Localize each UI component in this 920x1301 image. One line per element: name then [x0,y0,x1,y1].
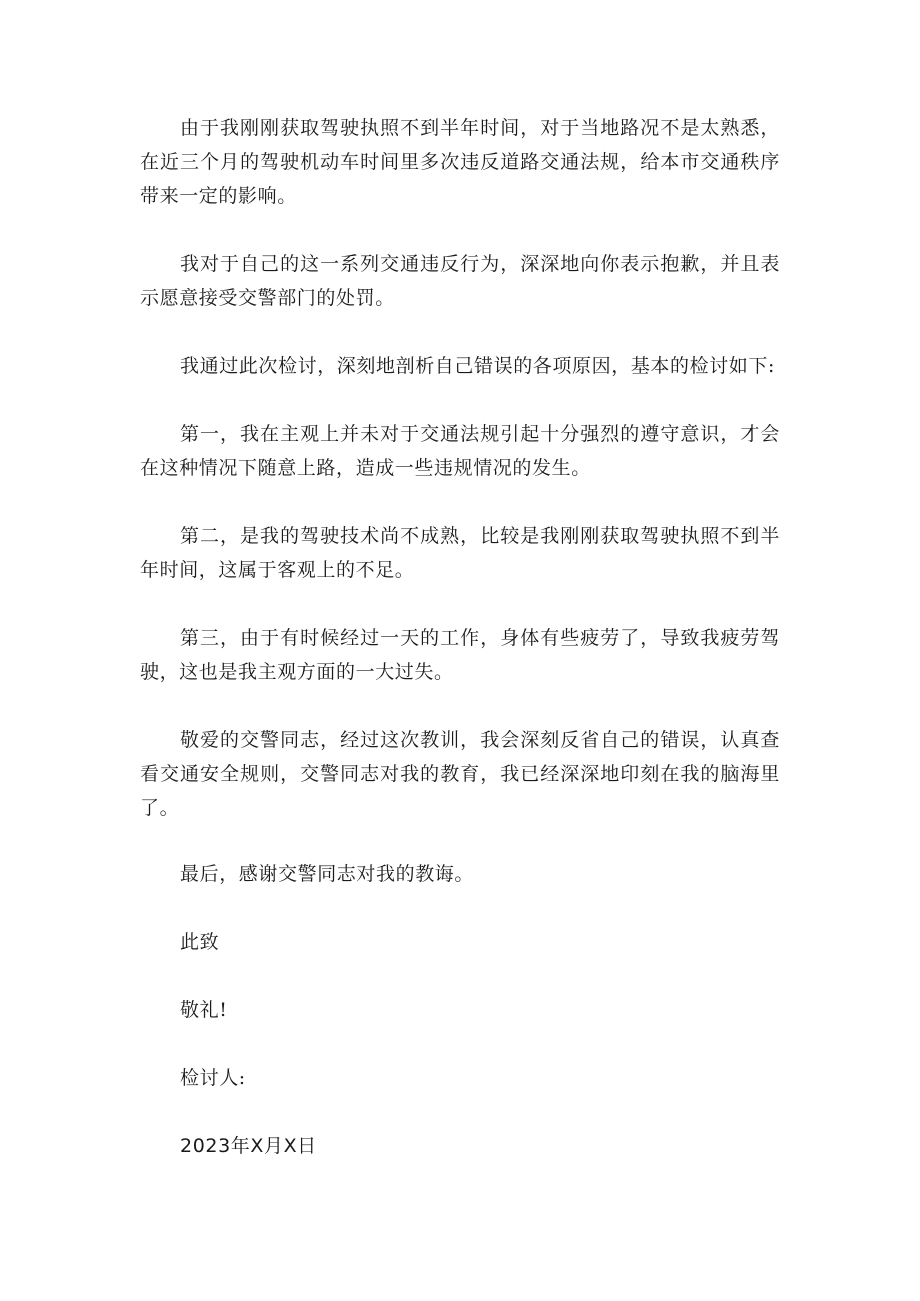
paragraph-first-reason: 第一，我在主观上并未对于交通法规引起十分强烈的遵守意识，才会在这种情况下随意上路，造成一些违规情况的发生。 [140,423,780,479]
paragraph-review-intro: 我通过此次检讨，深刻地剖析自己错误的各项原因，基本的检讨如下: [180,355,776,377]
closing-line: 最后，感谢交警同志对我的教诲。 [180,863,475,885]
signature-label: 检讨人: [180,1067,246,1089]
paragraph-third-reason: 第三，由于有时候经过一天的工作，身体有些疲劳了，导致我疲劳驾驶，这也是我主观方面的一大过失。 [140,627,780,683]
paragraph-apology: 我对于自己的这一系列交通违反行为，深深地向你表示抱歉，并且表示愿意接受交警部门的处罚。 [140,253,780,309]
salutation-line-2: 敬礼! [180,999,228,1021]
document-date: 2023年X月X日 [180,1135,317,1157]
paragraph-intro: 由于我刚刚获取驾驶执照不到半年时间，对于当地路况不是太熟悉，在近三个月的驾驶机动车时间里多次违反道路交通法规，给本市交通秩序带来一定的影响。 [140,117,780,207]
salutation-line-1: 此致 [180,931,220,953]
paragraph-second-reason: 第二，是我的驾驶技术尚不成熟，比较是我刚刚获取驾驶执照不到半年时间，这属于客观上的不足。 [140,525,780,581]
paragraph-reflection: 敬爱的交警同志，经过这次教训，我会深刻反省自己的错误，认真查看交通安全规则，交警同志对我的教育，我已经深深地印刻在我的脑海里了。 [140,729,780,819]
